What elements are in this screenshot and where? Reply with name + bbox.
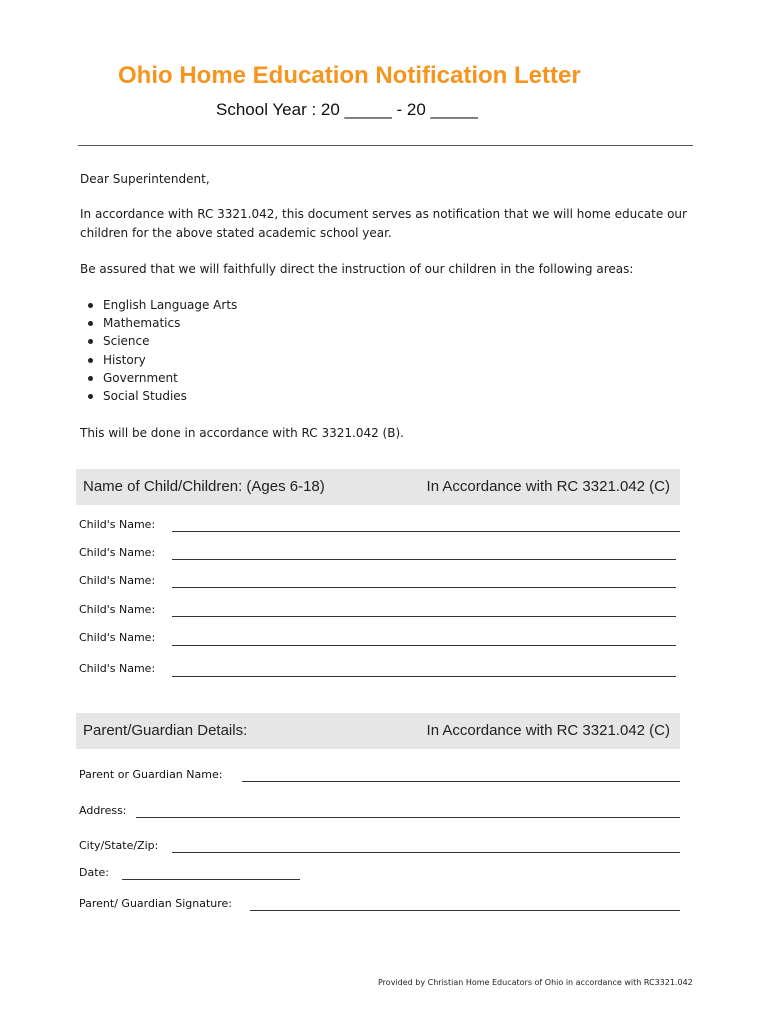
list-item: English Language Arts bbox=[80, 296, 237, 314]
date-field[interactable] bbox=[122, 879, 300, 880]
children-section-header bbox=[76, 469, 680, 505]
list-item: Social Studies bbox=[80, 387, 237, 405]
list-item: Government bbox=[80, 369, 237, 387]
school-year-line: School Year : 20 _____ - 20 _____ bbox=[216, 100, 478, 119]
child-name-field[interactable] bbox=[172, 616, 676, 617]
parent-section-title: Parent/Guardian Details: bbox=[83, 722, 248, 739]
subject-list bbox=[80, 296, 237, 405]
bullet-icon bbox=[88, 339, 93, 344]
address-field[interactable] bbox=[136, 817, 680, 818]
child-name-field[interactable] bbox=[172, 587, 676, 588]
list-item: Science bbox=[80, 332, 237, 350]
parent-name-field[interactable] bbox=[242, 781, 680, 782]
child-name-field[interactable] bbox=[172, 559, 676, 560]
bullet-icon bbox=[88, 394, 93, 399]
parent-section-header bbox=[76, 713, 680, 749]
page-title: Ohio Home Education Notification Letter bbox=[118, 62, 581, 89]
assurance-text: Be assured that we will faithfully direct the instruction of our children in the following areas: bbox=[80, 262, 634, 276]
address-label: Address: bbox=[79, 804, 127, 817]
city-state-zip-field[interactable] bbox=[172, 852, 680, 853]
parent-name-label: Parent or Guardian Name: bbox=[79, 768, 223, 781]
child-name-label: Child's Name: bbox=[79, 518, 156, 531]
signature-label: Parent/ Guardian Signature: bbox=[79, 897, 233, 910]
child-name-label: Child's Name: bbox=[79, 546, 156, 559]
list-item: Mathematics bbox=[80, 314, 237, 332]
child-name-field[interactable] bbox=[172, 676, 676, 677]
list-item: History bbox=[80, 351, 237, 369]
compliance-statement: This will be done in accordance with RC 3321.042 (B). bbox=[80, 426, 404, 440]
bullet-icon bbox=[88, 321, 93, 326]
parent-section-reference: In Accordance with RC 3321.042 (C) bbox=[426, 722, 670, 739]
child-name-field[interactable] bbox=[172, 531, 680, 532]
signature-field[interactable] bbox=[250, 910, 680, 911]
child-name-field[interactable] bbox=[172, 645, 676, 646]
intro-line-2: children for the above stated academic school year. bbox=[80, 226, 392, 240]
city-state-zip-label: City/State/Zip: bbox=[79, 839, 159, 852]
salutation: Dear Superintendent, bbox=[80, 172, 210, 186]
child-name-label: Child's Name: bbox=[79, 662, 156, 675]
bullet-icon bbox=[88, 358, 93, 363]
children-section-title: Name of Child/Children: (Ages 6-18) bbox=[83, 478, 325, 495]
footer-note: Provided by Christian Home Educators of Ohio in accordance with RC3321.042 bbox=[378, 978, 693, 987]
date-label: Date: bbox=[79, 866, 109, 879]
bullet-icon bbox=[88, 376, 93, 381]
children-section-reference: In Accordance with RC 3321.042 (C) bbox=[426, 478, 670, 495]
child-name-label: Child's Name: bbox=[79, 631, 156, 644]
bullet-icon bbox=[88, 303, 93, 308]
child-name-label: Child's Name: bbox=[79, 603, 156, 616]
header-divider bbox=[78, 145, 693, 146]
intro-line-1: In accordance with RC 3321.042, this document serves as notification that we will home educate our bbox=[80, 207, 687, 221]
child-name-label: Child's Name: bbox=[79, 574, 156, 587]
